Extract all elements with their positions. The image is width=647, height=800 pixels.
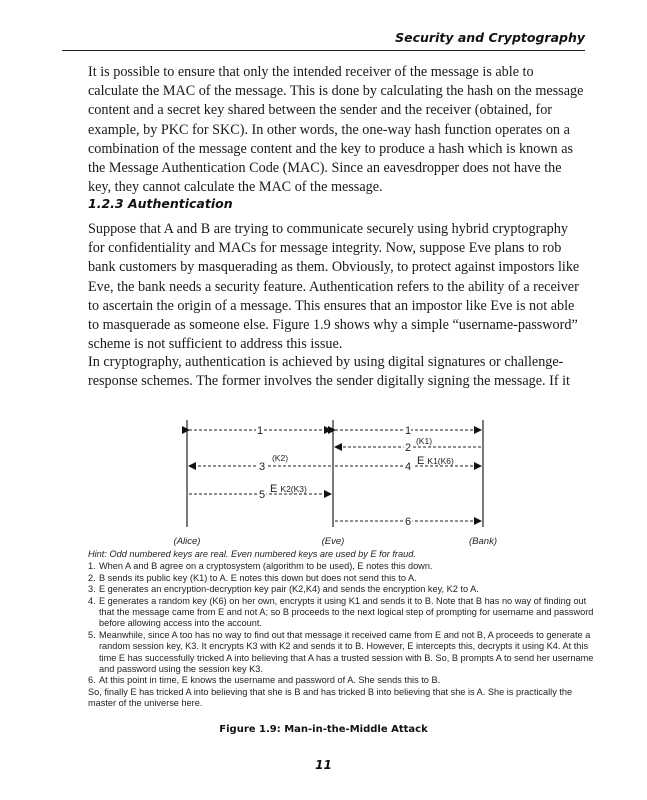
step-number: 5.	[88, 629, 96, 640]
section-heading: 1.2.3 Authentication	[88, 196, 233, 211]
label-2: 2	[404, 442, 412, 454]
figure-legend	[88, 549, 594, 710]
label-5: 5	[258, 489, 266, 501]
step-item	[88, 630, 594, 676]
step-list	[88, 561, 594, 686]
step-item	[88, 561, 594, 572]
step-item	[88, 584, 594, 595]
step-number: 6.	[88, 675, 96, 686]
label-k1: (K1)	[415, 436, 433, 446]
figure-conclusion: So, finally E has tricked A into believing that she is B and has tricked B into believing that she is A. She is practically the master of the universe here.	[88, 686, 573, 709]
party-alice: (Alice)	[173, 536, 201, 547]
step-text: B sends its public key (K1) to A. E notes this down but does not send this to A.	[99, 572, 417, 583]
step-item	[88, 596, 594, 630]
label-k2k3: K2(K3)	[280, 484, 307, 494]
step-text: E generates an encryption-decryption key pair (K2,K4) and sends the encryption key, K2 to A.	[99, 584, 479, 595]
mitm-diagram	[0, 415, 647, 555]
step-text: Meanwhile, since A too has no way to find out that message it received came from E and not B, A proceeds to generate a random session key, K3. It encrypts K3 with K2 and sends it to B. However, E intercepts this, decrypts it using K4. At this time E has successfully tricked A into believing that A has a trusted session with B. So, B prompts A to send her username and password using the session key K3.	[99, 629, 594, 675]
step-number: 1.	[88, 561, 96, 572]
party-bank: (Bank)	[469, 536, 497, 547]
figure-caption: Figure 1.9: Man-in-the-Middle Attack	[219, 724, 428, 735]
label-e-5: E	[270, 483, 281, 495]
step-number: 4.	[88, 595, 96, 606]
label-e-4: E	[417, 455, 428, 467]
step-number: 3.	[88, 584, 96, 595]
label-6: 6	[404, 516, 412, 528]
label-e-k2k3	[270, 483, 307, 495]
paragraph-signatures: In cryptography, authentication is achieved by using digital signatures or challenge-response schemes. The former involves the sender digitally signing the message. If it	[88, 354, 570, 390]
header-rule	[62, 50, 585, 51]
label-1-right: 1	[404, 425, 412, 437]
label-4: 4	[404, 461, 412, 473]
figure-hint: Hint: Odd numbered keys are real. Even numbered keys are used by E for fraud.	[88, 549, 416, 559]
paragraph-mac: It is possible to ensure that only the intended receiver of the message is able to calculate the MAC of the message. This is done by calculating the hash on the message content and a secret key shared between the sender and the receiver (obtained, for example, by PKC for SKC). In other words, the one-way hash function operates on a combination of the message content and the key to produce a hash which is known as the Message Authentication Code (MAC). Since an eavesdropper does not have the key, they cannot calculate the MAC of the message.	[88, 64, 584, 196]
step-number: 2.	[88, 572, 96, 583]
step-item	[88, 675, 594, 686]
figure-mitm	[0, 415, 647, 745]
page-number: 11	[315, 758, 332, 772]
running-header: Security and Cryptography	[395, 30, 585, 45]
label-3: 3	[258, 461, 266, 473]
step-text: At this point in time, E knows the username and password of A. She sends this to B.	[99, 675, 441, 686]
step-item	[88, 573, 594, 584]
paragraph-authentication: Suppose that A and B are trying to communicate securely using hybrid cryptography for confidentiality and MACs for message integrity. Now, suppose Eve plans to rob bank customers by masquerading as them. Obviously, to protect against impostors like Eve, the bank needs a security feature. Authentication refers to the ability of a receiver to ascertain the origin of a message. This ensures that an impostor like Eve is not able to masquerade as someone else. Figure 1.9 shows why a simple “username-password” scheme is not sufficient to address this issue.	[88, 221, 580, 353]
label-k1k6: K1(K6)	[427, 456, 454, 466]
label-1-left: 1	[256, 425, 264, 437]
label-e-k1k6	[417, 455, 454, 467]
label-k2: (K2)	[271, 453, 289, 463]
party-eve: (Eve)	[321, 536, 345, 547]
step-text: E generates a random key (K6) on her own, encrypts it using K1 and sends it to B. Note that B has no way of finding out that the message came from E and not A; so B proceeds to the next logical step of prompting for username and password before allowing access into the account.	[99, 595, 594, 629]
step-text: When A and B agree on a cryptosystem (algorithm to be used), E notes this down.	[99, 561, 433, 572]
